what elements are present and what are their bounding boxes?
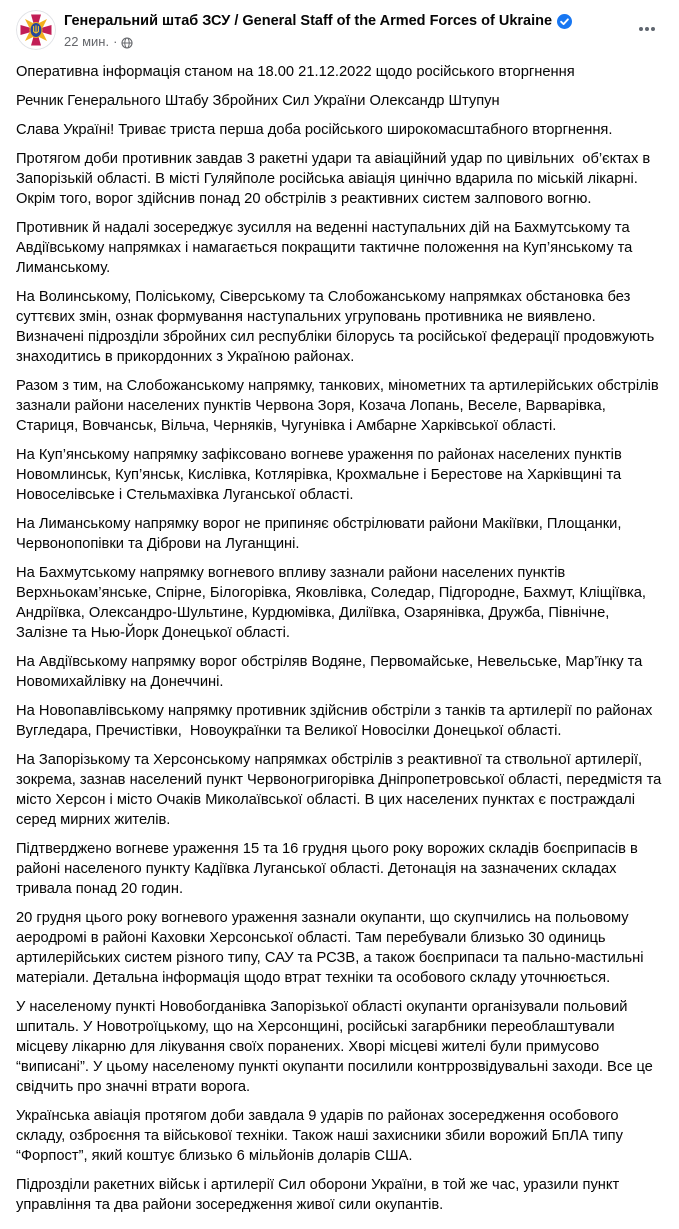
post-text bbox=[0, 50, 679, 1229]
post-paragraph: На Новопавлівському напрямку противник здійснив обстріли з танків та артилерії по районах Вугледара, Пречистівки, Новоукраїнки та Великої Новосілки Донецької області. bbox=[16, 703, 657, 739]
page-name-link[interactable]: Генеральний штаб ЗСУ / General Staff of the Armed Forces of Ukraine bbox=[64, 13, 553, 29]
post-paragraph: Протягом доби противник завдав 3 ракетні удари та авіаційний удар по цивільних об’єктах в Запорізькій області. В місті Гуляйполе російська авіація цинічно вдарила по міській лікарні. Окрім того, ворог здійснив понад 20 обстрілів з реактивних систем залпового вогню. bbox=[16, 151, 655, 207]
post-meta-row bbox=[64, 34, 623, 50]
post-paragraph: На Запорізькому та Херсонському напрямках обстрілів з реактивної та ствольної артилерії, зокрема, зазнав населений пункт Червоногригорівка Дніпропетровської області, передмістя та місто Херсон і місто Очаків Миколаївської області. В цих населених пунктах є постраждалі серед мирних жителів. bbox=[16, 752, 666, 828]
zsu-emblem-icon bbox=[16, 37, 56, 50]
globe-icon bbox=[121, 37, 133, 49]
post-paragraph: У населеному пункті Новобогданівка Запорізької області окупанти організували польовий шпиталь. У Новотроїцькому, що на Херсонщині, російські загарбники переоблаштували місцеву лікарню для лікування своїх поранених. Хворі місцеві жителі були примусово “виписані”. У цьому населеному пункті окупанти посилили контррозвідувальні заходи. Все це свідчить про значні втрати ворога. bbox=[16, 999, 657, 1095]
post-header bbox=[0, 0, 679, 50]
post-paragraph: Підтверджено вогневе ураження 15 та 16 грудня цього року ворожих складів боєприпасів в районі населеного пункту Кадіївка Луганської області. Детонація на зазначених складах тривала понад 20 годин. bbox=[16, 841, 642, 897]
verified-badge-icon bbox=[557, 14, 572, 29]
post-paragraph: На Волинському, Поліському, Сіверському та Слобожанському напрямках обстановка без суттєвих змін, ознак формування наступальних угруповань противника не виявлено. Визначені підрозділи збройних сил республіки білорусь та російської федерації продовжують знаходитись в прикордонних з Україною районах. bbox=[16, 289, 659, 365]
post-paragraph: Речник Генерального Штабу Збройних Сил України Олександр Штупун bbox=[16, 93, 500, 109]
post-paragraph: Українська авіація протягом доби завдала 9 ударів по районах зосередження особового складу, озброєння та військової техніки. Також наші захисники збили ворожий БпЛА типу “Форпост”, який коштує близько 6 мільйонів доларів США. bbox=[16, 1108, 628, 1164]
post-paragraph: 20 грудня цього року вогневого ураження зазнали окупанти, що скупчились на польовому аеродромі в районі Каховки Херсонської області. Там перебували близько 30 одиниць артилерійських систем різного типу, САУ та РСЗВ, а також боєприпаси та пально-мастильні матеріали. Детальна інформація щодо втрат техніки та особового складу уточнюється. bbox=[16, 910, 648, 986]
meta-separator: · bbox=[113, 34, 118, 49]
post-paragraph: Оперативна інформація станом на 18.00 21.12.2022 щодо російського вторгнення bbox=[16, 64, 575, 80]
post-paragraph: Разом з тим, на Слобожанському напрямку, танкових, мінометних та артилерійських обстрілів зазнали райони населених пунктів Червона Зоря, Козача Лопань, Веселе, Варварівка, Стариця, Вовчанськ, Вільча, Черняків, Чугунівка і Амбарне Харківської області. bbox=[16, 378, 663, 434]
post-paragraph: На Куп’янському напрямку зафіксовано вогневе ураження по районах населених пунктів Новомлинськ, Куп’янськ, Кислівка, Котлярівка, Крохмальне і Берестове на Харківщині та Новоселівське і Стельмахівка Луганської області. bbox=[16, 447, 626, 503]
three-dots-icon bbox=[637, 19, 657, 42]
post-paragraph: Підрозділи ракетних військ і артилерії Сил оборони України, в той же час, уразили пункт управління та два райони зосередження живої сили окупантів. bbox=[16, 1177, 624, 1213]
post-options-button[interactable] bbox=[631, 14, 663, 46]
post-paragraph: Противник й надалі зосереджує зусилля на веденні наступальних дій на Бахмутському та Авдіївському напрямках і намагається покращити тактичне положення на Куп’янському та Лиманському. bbox=[16, 220, 637, 276]
post-paragraph: На Бахмутському напрямку вогневого впливу зазнали райони населених пунктів Верхньокам’янське, Спірне, Білогорівка, Яковлівка, Соледар, Підгородне, Бахмут, Кліщіївка, Андріївка, Олександро-Шультине, Курдюмівка, Диліївка, Озарянівка, Дружба, Північне, Залізне та Нью-Йорк Донецької області. bbox=[16, 565, 651, 641]
post-paragraph: Слава Україні! Триває триста перша доба російського широкомасштабного вторгнення. bbox=[16, 122, 613, 138]
post-paragraph: На Авдіївському напрямку ворог обстріляв Водяне, Первомайське, Невельське, Мар’їнку та Новомихайлівку на Донеччині. bbox=[16, 654, 647, 690]
post-paragraph: На Лиманському напрямку ворог не припиняє обстрілювати райони Макіївки, Площанки, Червонопопівки та Діброви на Луганщині. bbox=[16, 516, 626, 552]
post-timestamp[interactable]: 22 мин. bbox=[64, 34, 110, 49]
page-avatar[interactable] bbox=[16, 10, 56, 50]
header-text-block bbox=[64, 10, 623, 50]
page-name-row bbox=[64, 12, 623, 31]
